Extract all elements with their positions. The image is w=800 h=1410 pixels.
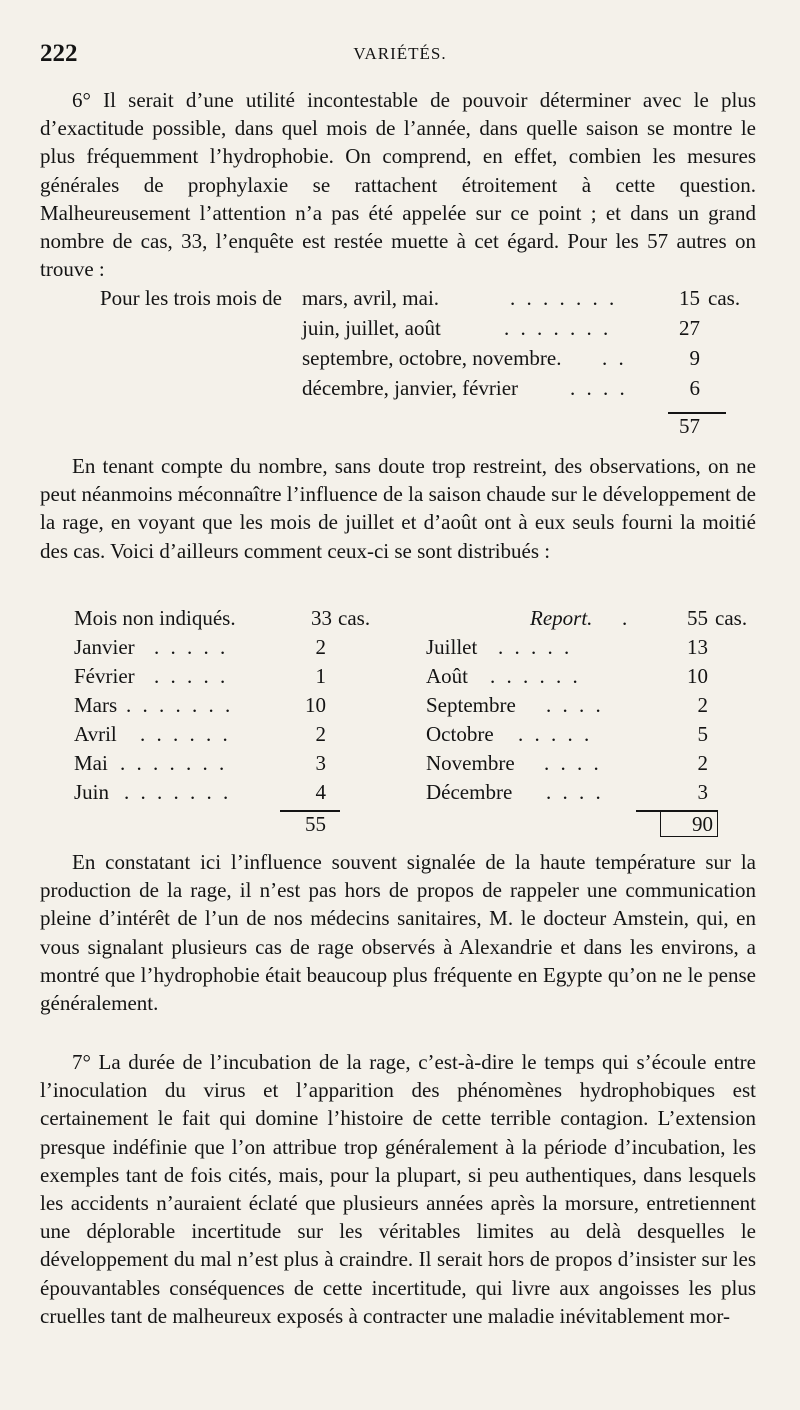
month-label: Mars (74, 693, 118, 717)
month-count: 3 (315, 751, 326, 775)
dot-leader: . . . . . . (140, 722, 231, 746)
month-label: Mai (74, 751, 108, 775)
month-count: 1 (315, 664, 326, 688)
paragraph-amstein: En constatant ici l’influence souvent signalée de la haute température sur la production de la rage, il n’est pas hors de propos de rappeler une communication pleine d’intérêt de l’un de nos médecins sanitaires, M. le docteur Amstein, qui, en vous signalant plusieurs cas de rage observés à Alexandrie et dans les environs, a montré que l’hydrophobie était beaucoup plus fréquente en Egypte qu’on ne le pense généralement. (40, 850, 756, 1016)
month-label: Octobre (426, 722, 494, 746)
month-label: Février (74, 664, 135, 688)
month-count: 4 (315, 780, 326, 804)
month-row (40, 693, 756, 721)
report-unit: cas. (715, 606, 748, 630)
month-count: 2 (315, 722, 326, 746)
month-row (40, 780, 756, 808)
month-table-head (40, 606, 756, 634)
dot-leader: . . . . . (154, 664, 229, 688)
season-count: 15 (679, 286, 700, 310)
season-unit: cas. (708, 286, 741, 310)
dot-leader: . . (602, 346, 627, 370)
season-lead: Pour les trois mois de (100, 286, 282, 310)
paragraph-season: En tenant compte du nombre, sans doute trop restreint, des observations, on ne peut néanmoins méconnaître l’influence de la saison chaude sur le développement de la rage, en voyant que les mois de juillet et d’août ont à eux seuls fourni la moitié des cas. Voici d’ailleurs comment ceux-ci se sont distribués : (40, 454, 756, 563)
unknown-count: 33 (311, 606, 332, 630)
dot-leader: . . . . . . . (126, 693, 234, 717)
dot-leader: . . . . . . . (510, 286, 618, 310)
report-count: 55 (687, 606, 708, 630)
month-count: 10 (687, 664, 708, 688)
month-label: Septembre (426, 693, 516, 717)
dot-leader: . . . . (570, 376, 628, 400)
dot-leader: . . . . . . . (120, 751, 228, 775)
paragraph-6: 6° Il serait d’une utilité incontestable de pouvoir déterminer avec le plus d’exactitude possible, dans quel mois de l’année, dans quelle saison se montre le plus fréquemment l’hydrophobie. On comprend, en effet, combien les mesures générales de prophylaxie se rattachent étroitement à cette question. Malheureusement l’attention n’a pas été appelée sur ce point ; et dans un grand nombre de cas, 33, l’enquête est restée muette à cet égard. Pour les 57 autres on trouve : (40, 88, 756, 282)
season-months: septembre, octobre, novembre. (302, 346, 562, 370)
left-total: 55 (305, 812, 326, 836)
month-label: Juillet (426, 635, 478, 659)
season-months: décembre, janvier, février (302, 376, 519, 400)
season-row (40, 346, 756, 374)
running-head: VARIÉTÉS. (353, 44, 447, 63)
month-row (40, 751, 756, 779)
month-count: 2 (697, 693, 708, 717)
month-label: Avril (74, 722, 117, 746)
unknown-label: Mois non indiqués. (74, 606, 236, 630)
dot-leader: . . . . . . . (124, 780, 232, 804)
right-total: 90 (660, 812, 718, 837)
month-row (40, 664, 756, 692)
season-count: 9 (689, 346, 700, 370)
dot-leader: . . . . . (154, 635, 229, 659)
page-number: 222 (40, 40, 78, 67)
month-count: 3 (697, 780, 708, 804)
month-count: 10 (305, 693, 326, 717)
dot-leader: . . . . (546, 693, 604, 717)
season-count: 27 (679, 316, 700, 340)
season-row (40, 376, 756, 404)
season-row (40, 286, 756, 314)
season-count: 6 (689, 376, 700, 400)
month-count: 5 (697, 722, 708, 746)
month-count: 2 (697, 751, 708, 775)
month-count: 2 (315, 635, 326, 659)
month-label: Août (426, 664, 468, 688)
report-label: Report. (530, 606, 593, 630)
dot-leader: . . . . . (498, 635, 573, 659)
dot-leader: . (622, 606, 628, 630)
unknown-unit: cas. (338, 606, 371, 630)
season-row (40, 316, 756, 344)
month-row (40, 722, 756, 750)
season-months: juin, juillet, août (302, 316, 441, 340)
season-months: mars, avril, mai. (302, 286, 440, 310)
month-row (40, 635, 756, 663)
dot-leader: . . . . . (518, 722, 593, 746)
dot-leader: . . . . (544, 751, 602, 775)
dot-leader: . . . . . . (490, 664, 581, 688)
month-count: 13 (687, 635, 708, 659)
dot-leader: . . . . . . . (504, 316, 612, 340)
paragraph-7: 7° La durée de l’incubation de la rage, c’est-à-dire le temps qui s’écoule entre l’inoculation du virus et l’apparition des phénomènes hydrophobiques est certainement le fait qui domine l’histoire de cette terrible contagion. L’extension presque indéfinie que l’on attribue trop généralement à la période d’incubation, les exemples tant de fois cités, mais, pour la plupart, si peu authentiques, dans lesquels les accidents n’auraient éclaté que plusieurs années après la morsure, entretiennent une déplorable incertitude sur les véritables limites au delà desquelles le développement du mal n’est plus à craindre. Il serait hors de propos d’insister sur les épouvantables conséquences de cette incertitude, qui livre aux angoisses les plus cruelles tant de malheureux exposés à contracter une maladie inévitablement mor- (40, 1050, 756, 1328)
month-label: Novembre (426, 751, 515, 775)
month-label: Décembre (426, 780, 513, 804)
page-header (40, 40, 760, 74)
season-total: 57 (679, 414, 700, 438)
month-label: Juin (74, 780, 110, 804)
month-label: Janvier (74, 635, 135, 659)
dot-leader: . . . . (546, 780, 604, 804)
